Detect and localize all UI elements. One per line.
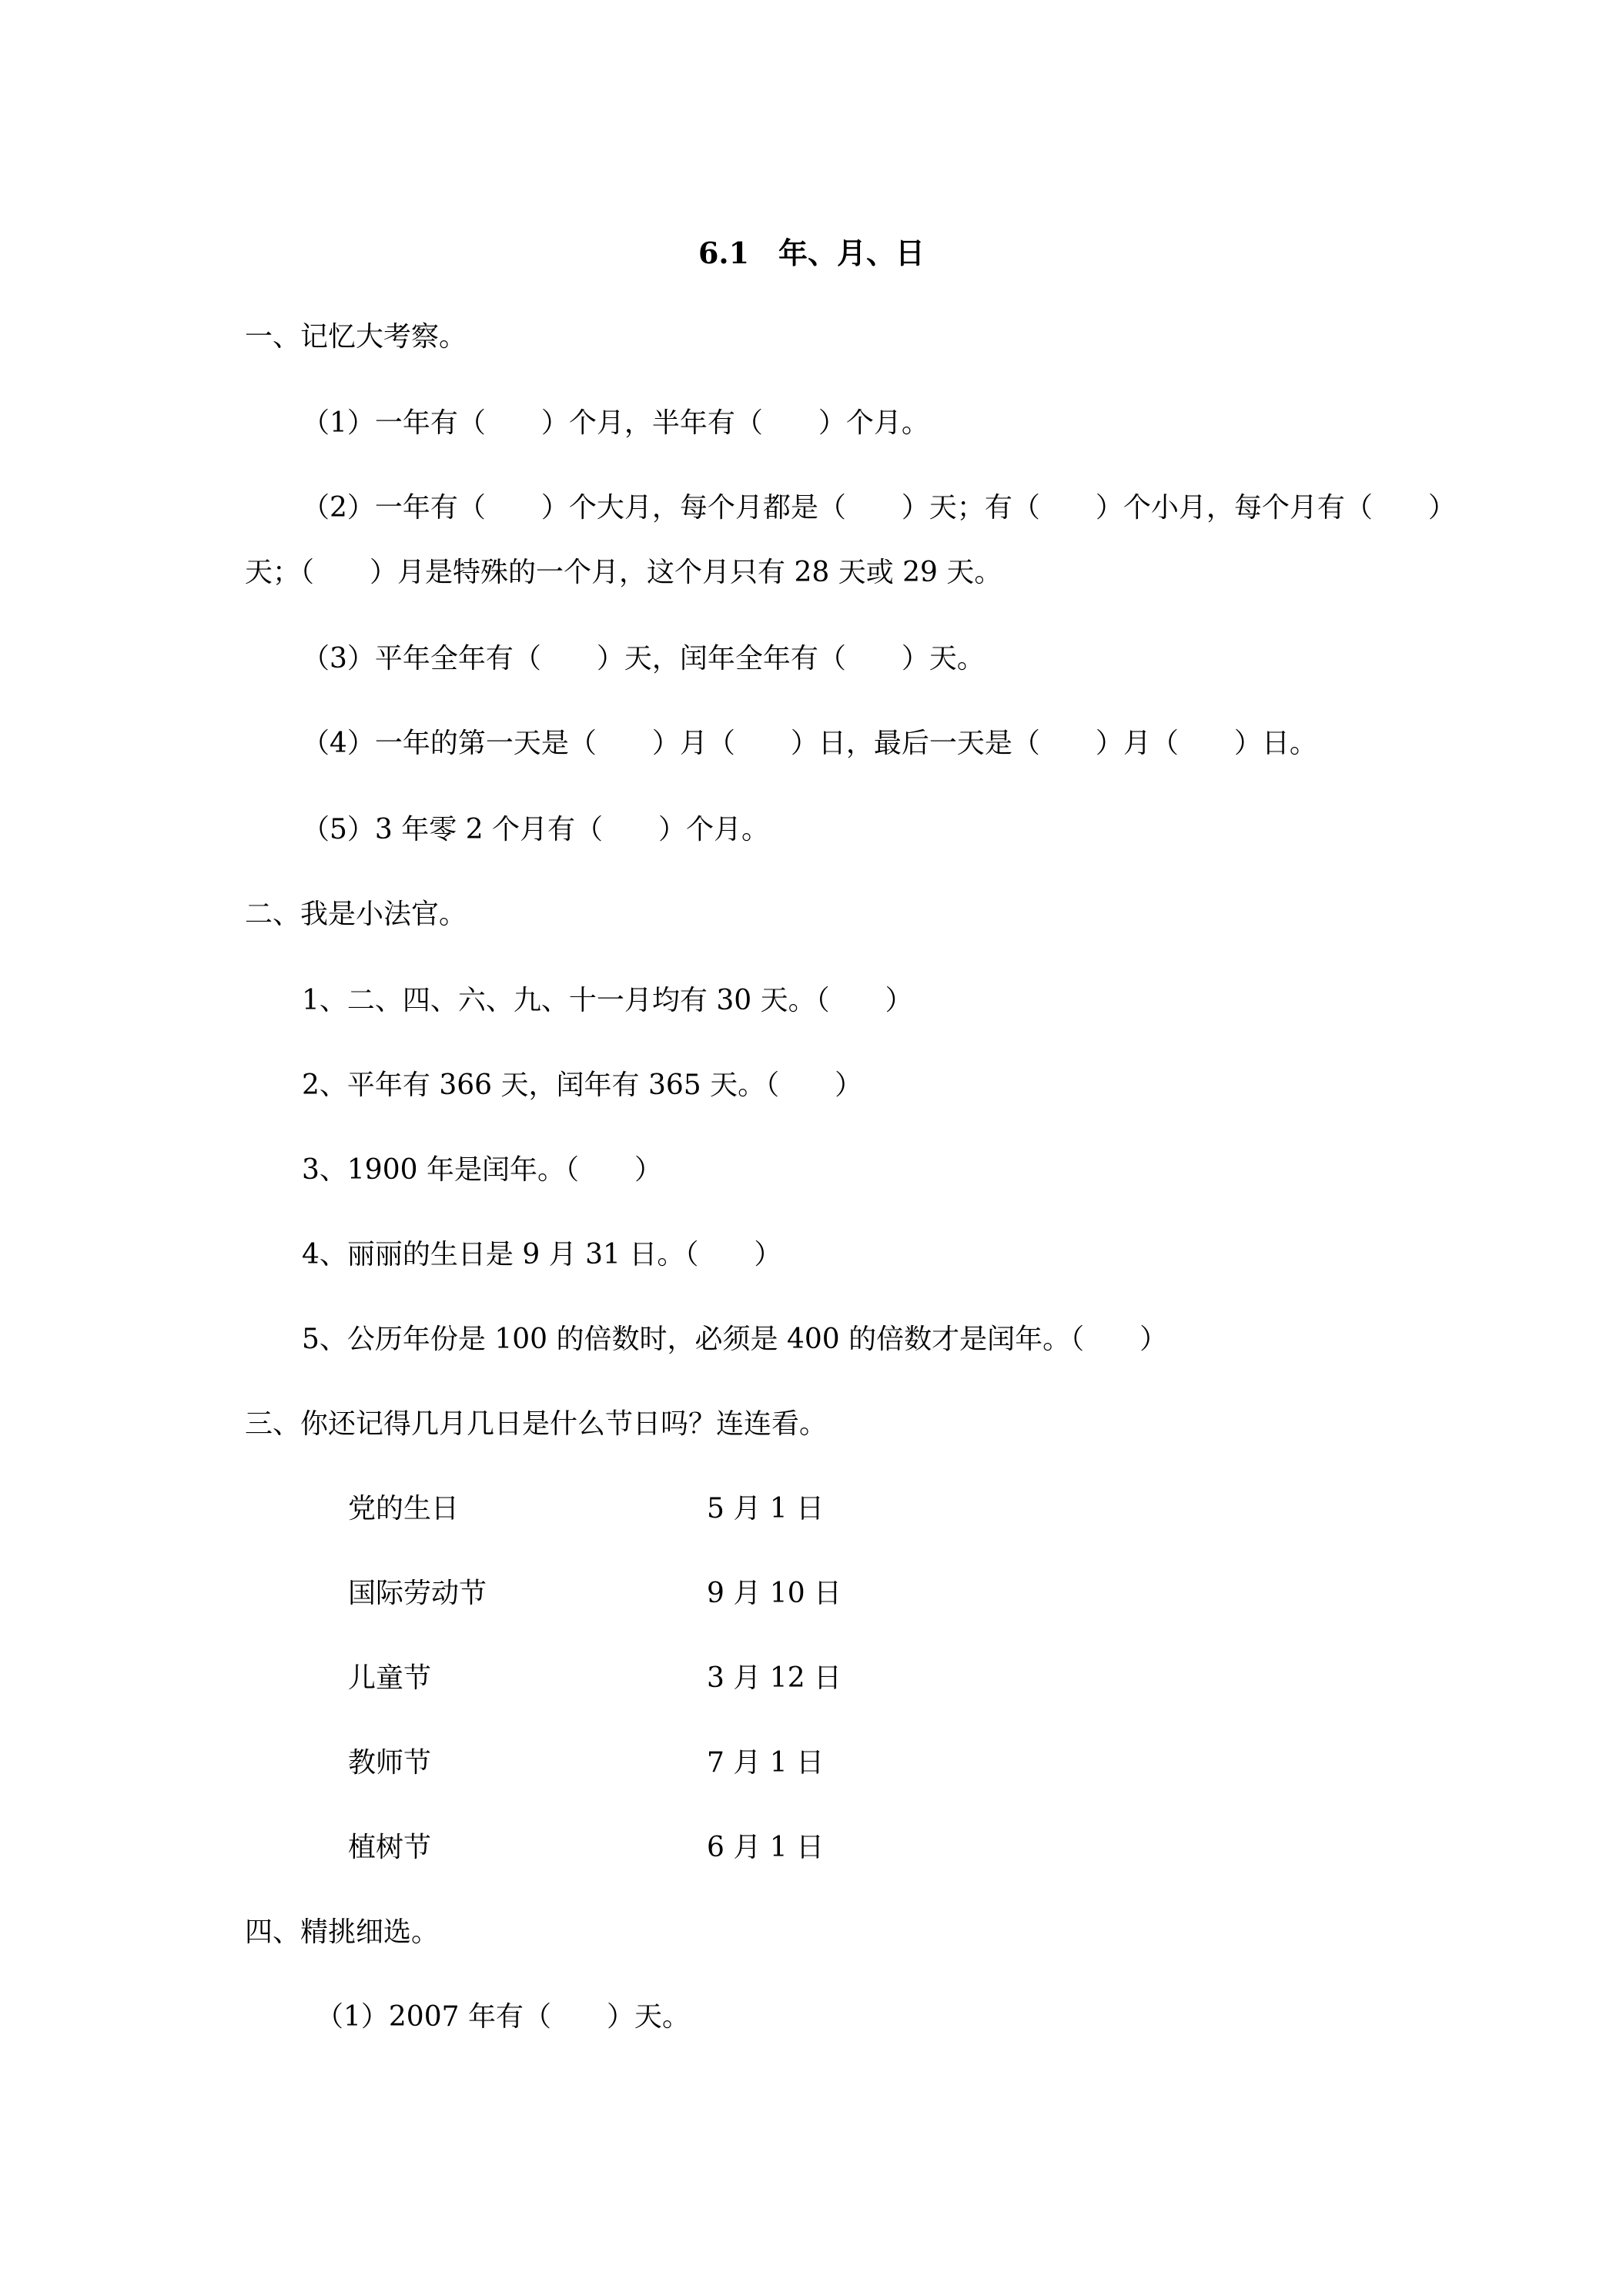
festival-name: 国际劳动节 bbox=[348, 1578, 487, 1609]
festival-name: 植树节 bbox=[348, 1832, 432, 1863]
section-1-question-5: （5）3 年零 2 个月有（ ）个月。 bbox=[302, 814, 770, 845]
festival-date: 3 月 12 日 bbox=[707, 1662, 842, 1694]
section-1-question-2-line-2: 天；（ ）月是特殊的一个月，这个月只有 28 天或 29 天。 bbox=[245, 557, 1002, 588]
judgement-item: 5、公历年份是 100 的倍数时，必须是 400 的倍数才是闰年。（ ） bbox=[302, 1324, 1168, 1355]
festival-date: 9 月 10 日 bbox=[707, 1578, 842, 1609]
judgement-item: 4、丽丽的生日是 9 月 31 日。（ ） bbox=[302, 1239, 782, 1270]
festival-name: 教师节 bbox=[348, 1747, 432, 1779]
judgement-item: 2、平年有 366 天，闰年有 365 天。（ ） bbox=[302, 1069, 863, 1101]
festival-name: 党的生日 bbox=[348, 1493, 460, 1525]
section-4-heading: 四、精挑细选。 bbox=[245, 1916, 440, 1948]
section-1-question-4: （4）一年的第一天是（ ）月（ ）日，最后一天是（ ）月（ ）日。 bbox=[302, 728, 1317, 759]
festival-date: 7 月 1 日 bbox=[707, 1747, 825, 1779]
section-1-question-1: （1）一年有（ ）个月，半年有（ ）个月。 bbox=[302, 407, 929, 439]
section-2-heading: 二、我是小法官。 bbox=[245, 899, 467, 930]
judgement-item: 1、二、四、六、九、十一月均有 30 天。（ ） bbox=[302, 985, 913, 1016]
judgement-item: 3、1900 年是闰年。（ ） bbox=[302, 1154, 662, 1186]
section-1-question-3: （3）平年全年有（ ）天，闰年全年有（ ）天。 bbox=[302, 643, 985, 674]
section-1-question-2-line-1: （2）一年有（ ）个大月，每个月都是（ ）天；有（ ）个小月，每个月有（ ） bbox=[302, 492, 1456, 524]
section-1-heading: 一、记忆大考察。 bbox=[245, 321, 467, 353]
festival-name: 儿童节 bbox=[348, 1662, 432, 1694]
festival-date: 6 月 1 日 bbox=[707, 1832, 825, 1863]
page-title: 6.1 年、月、日 bbox=[698, 236, 925, 270]
section-3-heading: 三、你还记得几月几日是什么节日吗？连连看。 bbox=[245, 1408, 828, 1440]
section-4-question-1: （1）2007 年有（ ）天。 bbox=[316, 2001, 690, 2033]
festival-date: 5 月 1 日 bbox=[707, 1493, 825, 1525]
